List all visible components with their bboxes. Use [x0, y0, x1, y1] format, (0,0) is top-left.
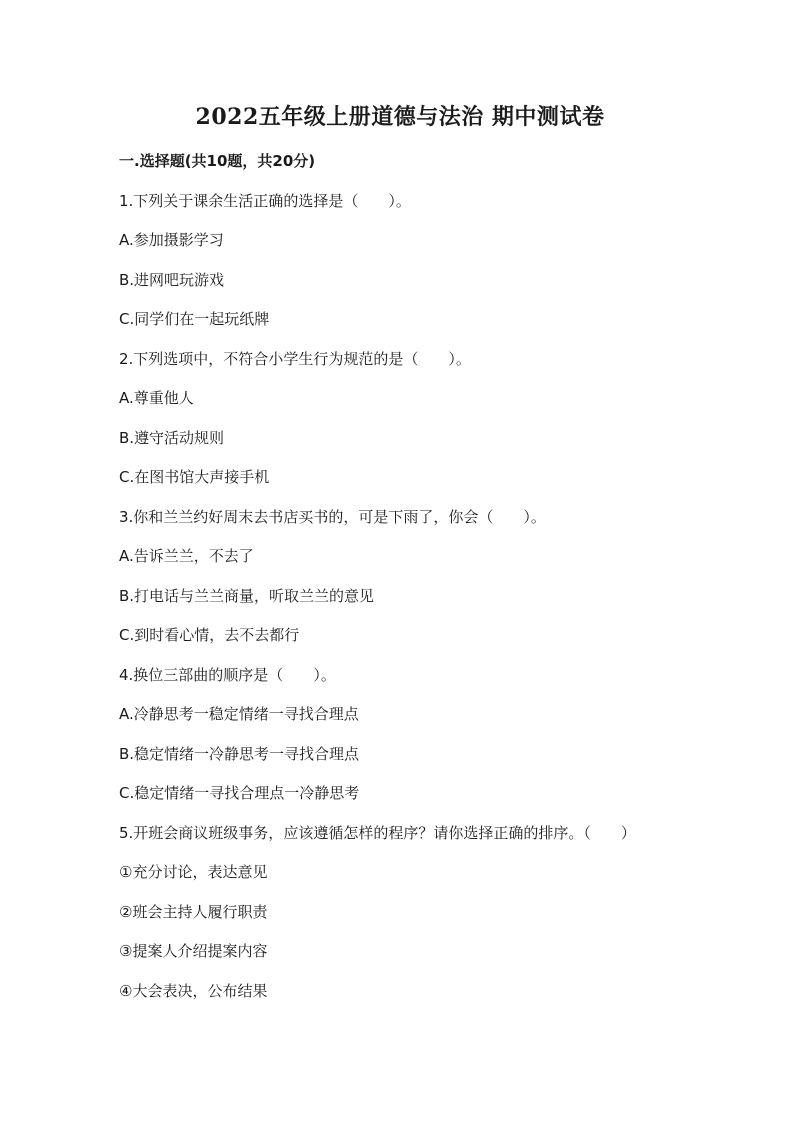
- question-5: 5.开班会商议班级事务，应该遵循怎样的程序？请你选择正确的排序。（ ）: [119, 823, 636, 842]
- section-heading: 一.选择题(共10题，共20分): [119, 152, 316, 170]
- q5-step-1: ①充分讨论，表达意见: [119, 863, 268, 881]
- q3-option-a: A.告诉兰兰，不去了: [119, 547, 254, 565]
- q2-option-a: A.尊重他人: [119, 389, 194, 407]
- q3-option-c: C.到时看心情，去不去都行: [119, 626, 300, 644]
- q4-option-a: A.冷静思考一稳定情绪一寻找合理点: [119, 705, 359, 723]
- q5-step-3: ③提案人介绍提案内容: [119, 942, 268, 960]
- q5-step-2: ②班会主持人履行职责: [119, 902, 268, 921]
- page-title: 2022五年级上册道德与法治 期中测试卷: [195, 104, 605, 130]
- q2-option-c: C.在图书馆大声接手机: [119, 468, 270, 486]
- q1-option-b: B.进网吧玩游戏: [119, 270, 225, 289]
- q1-option-a: A.参加摄影学习: [119, 231, 224, 249]
- q5-step-4: ④大会表决，公布结果: [119, 981, 268, 1000]
- question-3: 3.你和兰兰约好周末去书店买书的，可是下雨了，你会（ ）。: [119, 507, 546, 526]
- q3-option-b: B.打电话与兰兰商量，听取兰兰的意见: [119, 586, 375, 605]
- q4-option-c: C.稳定情绪一寻找合理点一冷静思考: [119, 784, 360, 802]
- exam-content: [119, 147, 719, 1016]
- question-1: 1.下列关于课余生活正确的选择是（ ）。: [119, 191, 411, 210]
- q2-option-b: B.遵守活动规则: [119, 428, 225, 447]
- question-2: 2.下列选项中，不符合小学生行为规范的是（ ）。: [119, 349, 471, 368]
- q1-option-c: C.同学们在一起玩纸牌: [119, 310, 270, 328]
- q4-option-b: B.稳定情绪一冷静思考一寻找合理点: [119, 744, 360, 763]
- question-4: 4.换位三部曲的顺序是（ ）。: [119, 665, 336, 684]
